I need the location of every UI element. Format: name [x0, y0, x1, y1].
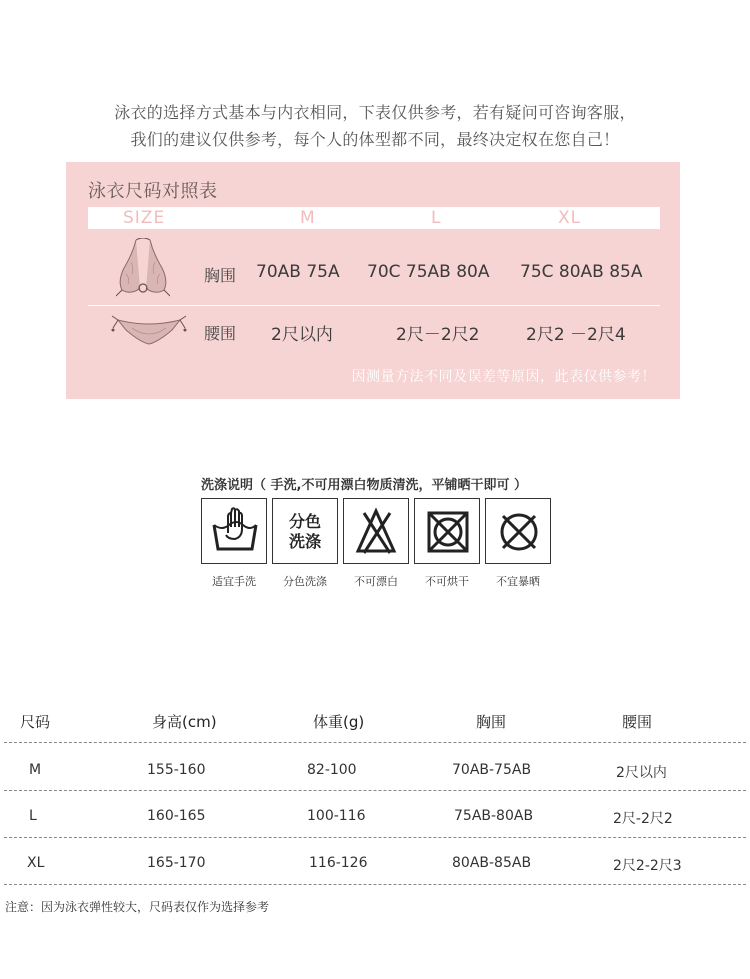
bikini-top-icon — [116, 238, 170, 300]
cell-waist: 2尺2-2尺3 — [613, 858, 682, 874]
waist-l: 2尺－2尺2 — [396, 325, 480, 345]
hand-wash-icon — [201, 498, 267, 564]
wash-caption-no-bleach: 不可漂白 — [354, 575, 398, 588]
separate-wash-icon — [272, 498, 338, 564]
no-tumble-dry-icon — [414, 498, 480, 564]
size-chart-note: 因测量方法不同及误差等原因，此表仅供参考！ — [351, 369, 656, 385]
waist-m: 2尺以内 — [271, 325, 333, 345]
cell-size: XL — [27, 855, 45, 871]
cell-waist: 2尺以内 — [616, 765, 667, 781]
cell-height: 155-160 — [147, 762, 206, 778]
cell-waist: 2尺-2尺2 — [613, 811, 673, 827]
cell-weight: 82-100 — [307, 762, 357, 778]
row-label-waist: 腰围 — [204, 324, 237, 343]
cell-weight: 100-116 — [307, 808, 366, 824]
cell-weight: 116-126 — [309, 855, 368, 871]
table-header-size: 尺码 — [20, 713, 51, 731]
cell-bust: 75AB-80AB — [454, 808, 534, 824]
bikini-bottom-icon — [110, 314, 188, 348]
table-divider — [4, 837, 746, 838]
size-header-bar — [88, 207, 660, 229]
no-bleach-icon — [343, 498, 409, 564]
intro-line-2: 我们的建议仅供参考，每个人的体型都不同，最终决定权在您自己！ — [130, 130, 620, 149]
wash-caption-separate: 分色洗涤 — [283, 575, 327, 588]
table-header-weight: 体重(g) — [313, 713, 365, 731]
row-label-bust: 胸围 — [204, 266, 237, 285]
bust-xl: 75C 80AB 85A — [520, 262, 643, 282]
no-sun-dry-icon — [485, 498, 551, 564]
size-header-l: L — [431, 208, 442, 228]
table-header-bust: 胸围 — [476, 713, 507, 731]
cell-bust: 70AB-75AB — [452, 762, 532, 778]
size-header-size: SIZE — [123, 208, 166, 228]
wash-caption-no-sun: 不宜暴晒 — [496, 575, 540, 588]
table-divider — [4, 884, 746, 885]
size-chart-title: 泳衣尺码对照表 — [88, 181, 218, 202]
wash-title: 洗涤说明（ 手洗,不可用漂白物质清洗，平铺晒干即可 ） — [201, 478, 527, 493]
wash-caption-hand-wash: 适宜手洗 — [212, 575, 256, 588]
size-header-m: M — [300, 208, 316, 228]
cell-size: L — [29, 808, 37, 824]
intro-text — [0, 99, 750, 153]
separate-wash-text-1: 分色 — [288, 512, 321, 531]
size-chart-panel — [66, 162, 680, 399]
size-header-xl: XL — [558, 208, 582, 228]
cell-height: 165-170 — [147, 855, 206, 871]
bust-m: 70AB 75A — [256, 262, 340, 282]
cell-height: 160-165 — [147, 808, 206, 824]
table-divider — [4, 790, 746, 791]
intro-line-1: 泳衣的选择方式基本与内衣相同，下表仅供参考，若有疑问可咨询客服， — [114, 103, 636, 122]
separate-wash-text-2: 洗涤 — [288, 532, 321, 551]
cell-bust: 80AB-85AB — [452, 855, 532, 871]
table-divider — [4, 742, 746, 743]
cell-size: M — [29, 762, 42, 778]
footnote: 注意：因为泳衣弹性较大，尺码表仅作为选择参考 — [5, 900, 270, 914]
table-header-waist: 腰围 — [622, 713, 653, 731]
bust-l: 70C 75AB 80A — [367, 262, 490, 282]
wash-caption-no-tumble-dry: 不可烘干 — [425, 575, 469, 588]
table-header-height: 身高(cm) — [152, 713, 217, 731]
waist-xl: 2尺2 －2尺4 — [526, 325, 626, 345]
row-divider — [88, 305, 660, 306]
